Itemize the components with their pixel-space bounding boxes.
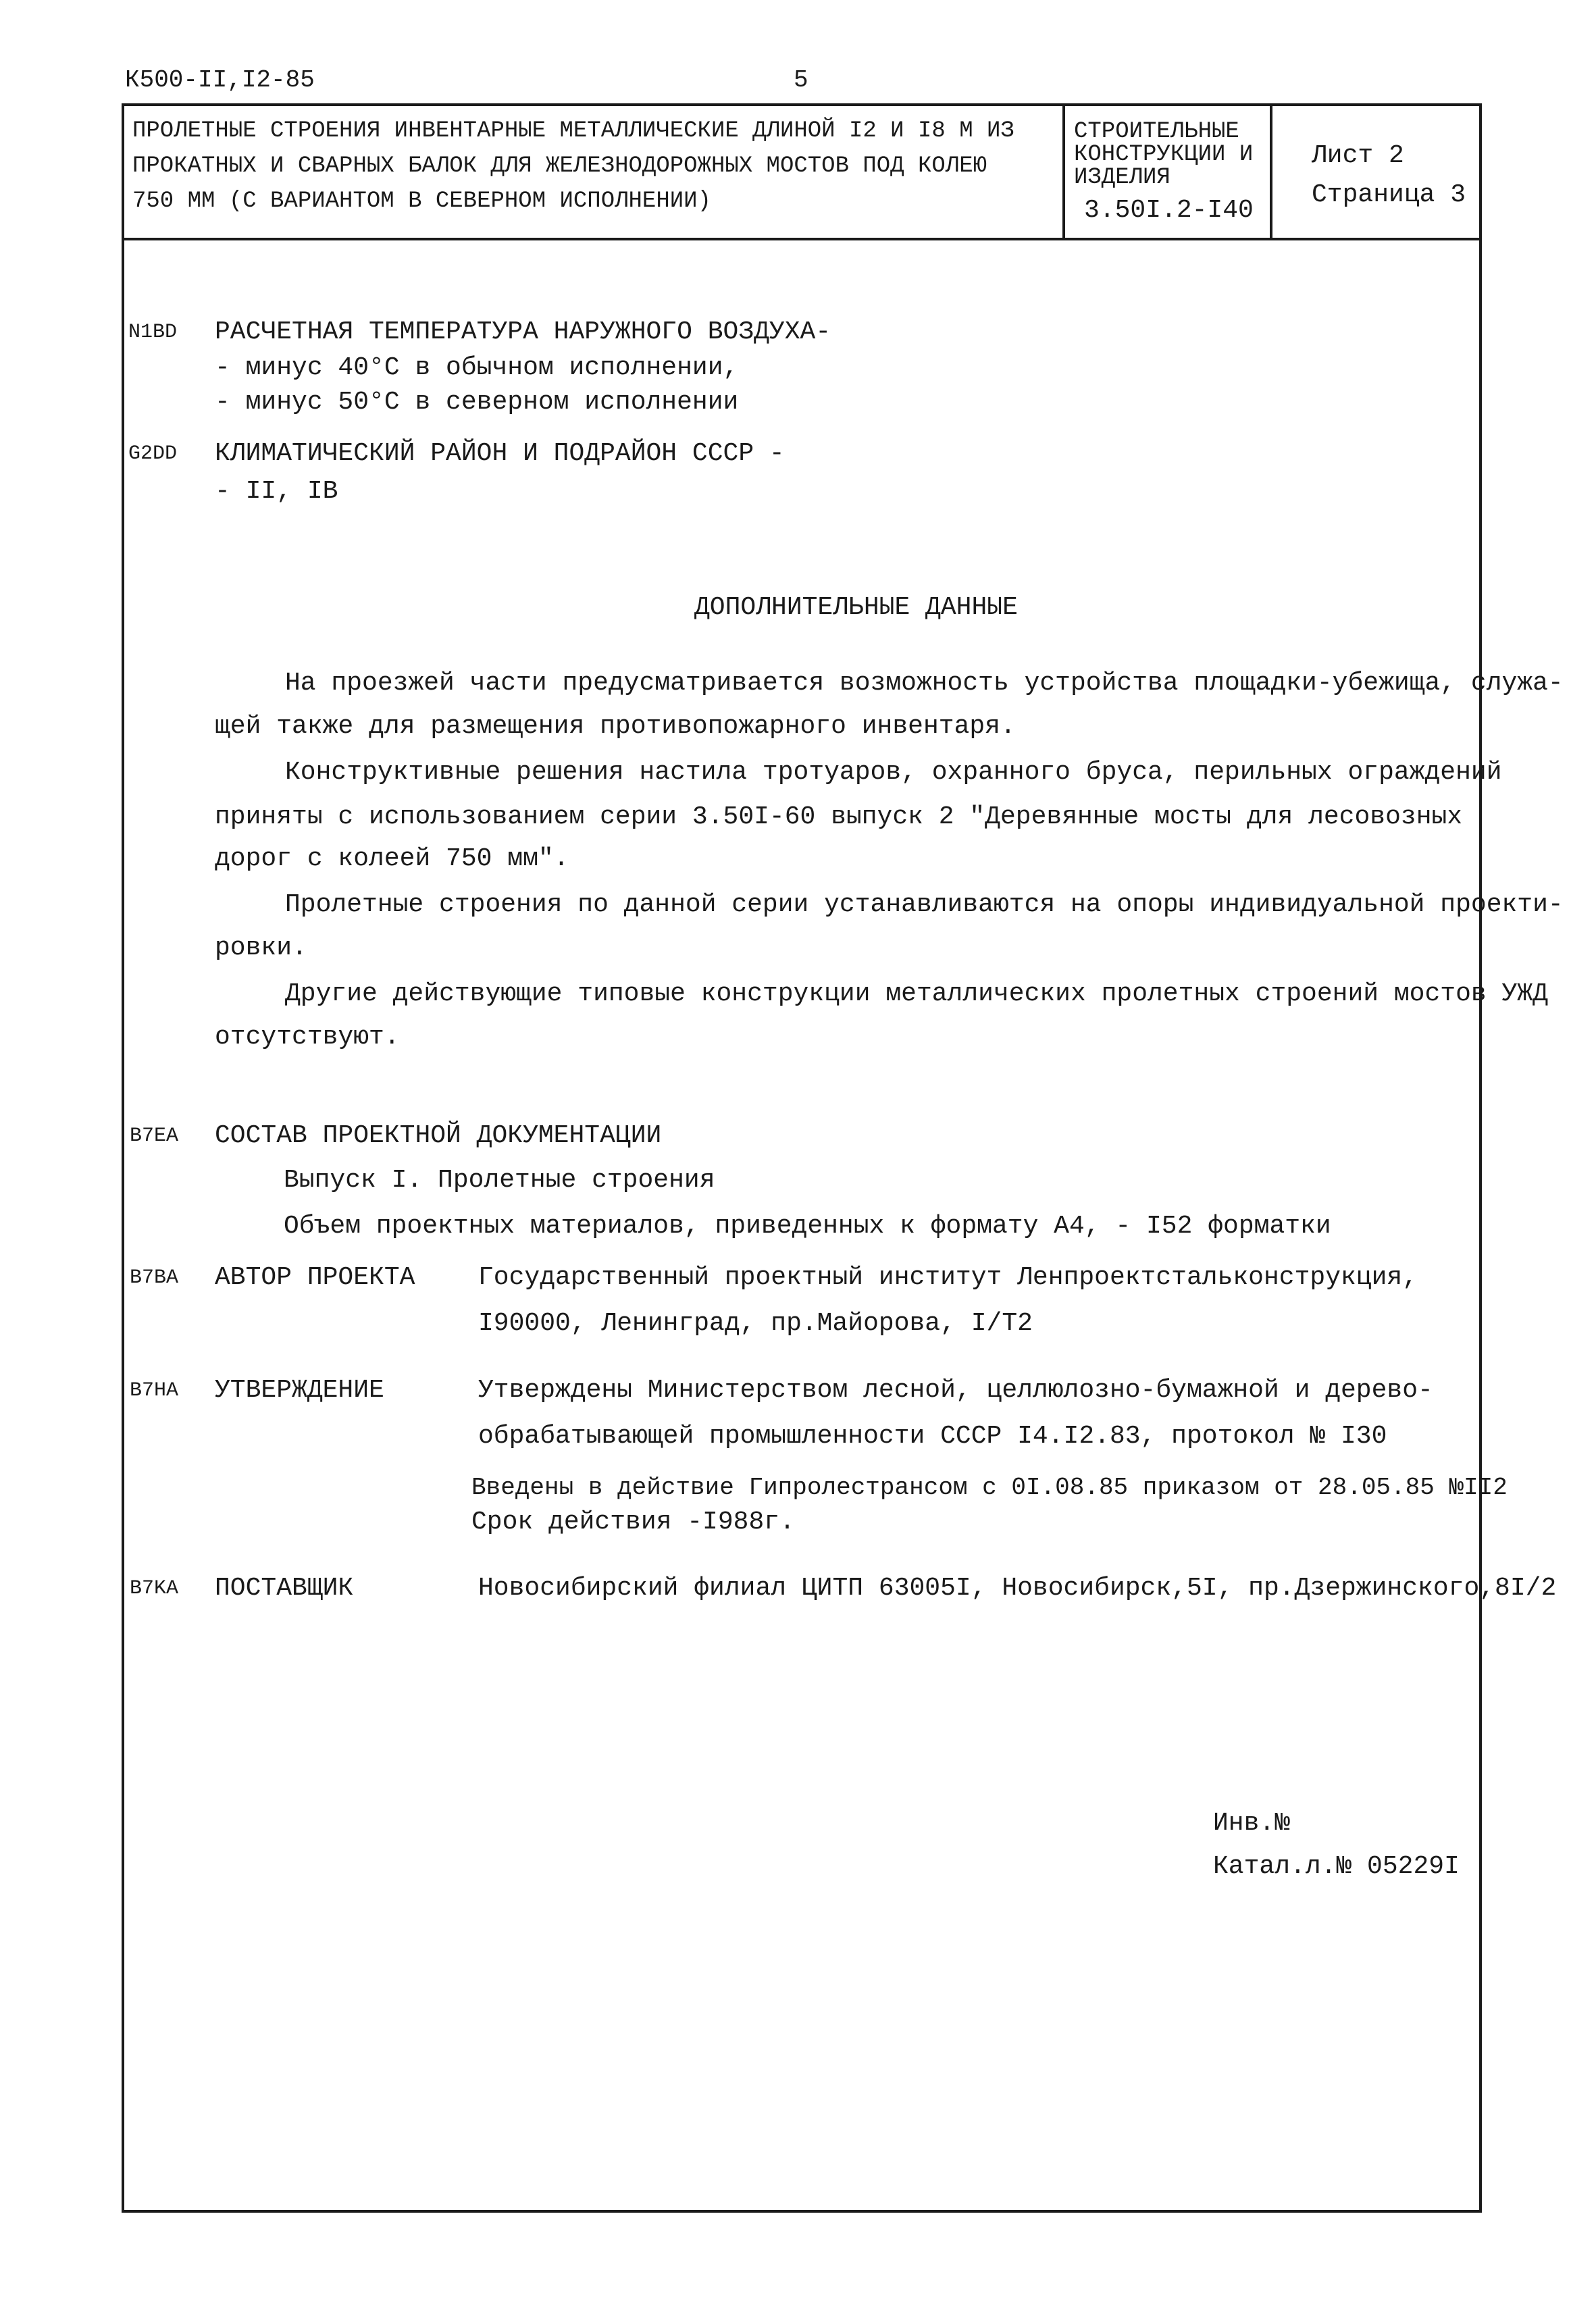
additional-text-line: Конструктивные решения настила тротуаров, охранного бруса, перильных ограждений xyxy=(285,758,1502,787)
header-title-line: ПРОКАТНЫХ И СВАРНЫХ БАЛОК ДЛЯ ЖЕЛЕЗНОДОРОЖНЫХ МОСТОВ ПОД КОЛЕЮ xyxy=(132,153,987,179)
header-divider xyxy=(122,238,1482,240)
additional-text-line: щей также для размещения противопожарного инвентаря. xyxy=(215,712,1016,741)
section-code-temperature: N1BD xyxy=(128,321,178,344)
supplier-address: Новосибирский филиал ЦИТП 63005I, Новосибирск,5I, пр.Дзержинского,8I/2 xyxy=(478,1574,1557,1603)
section-code-author: B7BA xyxy=(130,1266,179,1289)
document-id: К500-II,I2-85 xyxy=(125,66,315,94)
composition-volume: Объем проектных материалов, приведенных к формату А4, - I52 форматки xyxy=(284,1212,1331,1241)
approval-label: УТВЕРЖДЕНИЕ xyxy=(215,1376,384,1405)
additional-text-line: отсутствуют. xyxy=(215,1023,400,1052)
additional-text-line: Другие действующие типовые конструкции металлических пролетных строений мостов УЖД xyxy=(285,979,1548,1008)
section-code-composition: B7EA xyxy=(130,1125,179,1148)
header-column-divider-2 xyxy=(1270,103,1272,239)
header-column-divider-1 xyxy=(1062,103,1065,239)
section-code-approval: B7HA xyxy=(130,1379,179,1402)
additional-text-line: Пролетные строения по данной серии устанавливаются на опоры индивидуальной проекти- xyxy=(285,890,1564,919)
catalog-number: Катал.л.№ 05229I xyxy=(1213,1852,1460,1881)
sheet-number: Лист 2 xyxy=(1312,141,1404,170)
header-category-line: КОНСТРУКЦИИ И xyxy=(1074,142,1254,168)
approval-line: обрабатывающей промышленности СССР I4.I2.83, протокол № I30 xyxy=(478,1422,1387,1451)
header-sheet-info xyxy=(1312,136,1466,215)
header-category xyxy=(1074,120,1253,189)
inventory-number: Инв.№ xyxy=(1213,1809,1291,1838)
header-category-line: СТРОИТЕЛЬНЫЕ xyxy=(1074,119,1239,145)
climate-value: - II, IВ xyxy=(215,477,338,506)
additional-text-line: На проезжей части предусматривается возможность устройства площадки-убежища, служа- xyxy=(285,669,1564,698)
temperature-normal: - минус 40°С в обычном исполнении, xyxy=(215,353,739,382)
page-frame xyxy=(122,103,1482,2213)
author-address: I90000, Ленинград, пр.Майорова, I/Т2 xyxy=(478,1309,1033,1338)
section-code-supplier: B7KA xyxy=(130,1577,179,1600)
temperature-title: РАСЧЕТНАЯ ТЕМПЕРАТУРА НАРУЖНОГО ВОЗДУХА- xyxy=(215,317,831,346)
page-number: 5 xyxy=(794,66,808,94)
approval-line: Утверждены Министерством лесной, целлюлозно-бумажной и дерево- xyxy=(478,1376,1433,1405)
approval-enactment: Введены в действие Гипролестрансом с 0I.08.85 приказом от 28.05.85 №II2 xyxy=(471,1474,1508,1501)
header-category-line: ИЗДЕЛИЯ xyxy=(1074,165,1170,190)
climate-title: КЛИМАТИЧЕСКИЙ РАЙОН И ПОДРАЙОН СССР - xyxy=(215,439,785,468)
supplier-label: ПОСТАВЩИК xyxy=(215,1574,354,1603)
additional-text-line: приняты с использованием серии 3.50I-60 выпуск 2 "Деревянные мосты для лесовозных xyxy=(215,802,1463,831)
series-code: 3.50I.2-I40 xyxy=(1084,196,1254,225)
header-title xyxy=(132,113,1014,219)
composition-issue: Выпуск I. Пролетные строения xyxy=(284,1166,715,1195)
additional-text-line: дорог с колеей 750 мм". xyxy=(215,844,569,873)
additional-data-heading: ДОПОЛНИТЕЛЬНЫЕ ДАННЫЕ xyxy=(694,593,1018,622)
composition-title: СОСТАВ ПРОЕКТНОЙ ДОКУМЕНТАЦИИ xyxy=(215,1121,662,1150)
additional-text-line: ровки. xyxy=(215,933,307,962)
section-code-climate: G2DD xyxy=(128,442,178,465)
approval-validity: Срок действия -I988г. xyxy=(471,1508,795,1537)
temperature-north: - минус 50°С в северном исполнении xyxy=(215,388,739,417)
page-label: Страница 3 xyxy=(1312,180,1466,209)
header-title-line: 750 ММ (С ВАРИАНТОМ В СЕВЕРНОМ ИСПОЛНЕНИИ) xyxy=(132,188,711,214)
author-institute: Государственный проектный институт Ленпроектстальконструкция, xyxy=(478,1263,1418,1292)
author-label: АВТОР ПРОЕКТА xyxy=(215,1263,415,1292)
header-title-line: ПРОЛЕТНЫЕ СТРОЕНИЯ ИНВЕНТАРНЫЕ МЕТАЛЛИЧЕСКИЕ ДЛИНОЙ I2 И I8 М ИЗ xyxy=(132,118,1014,144)
